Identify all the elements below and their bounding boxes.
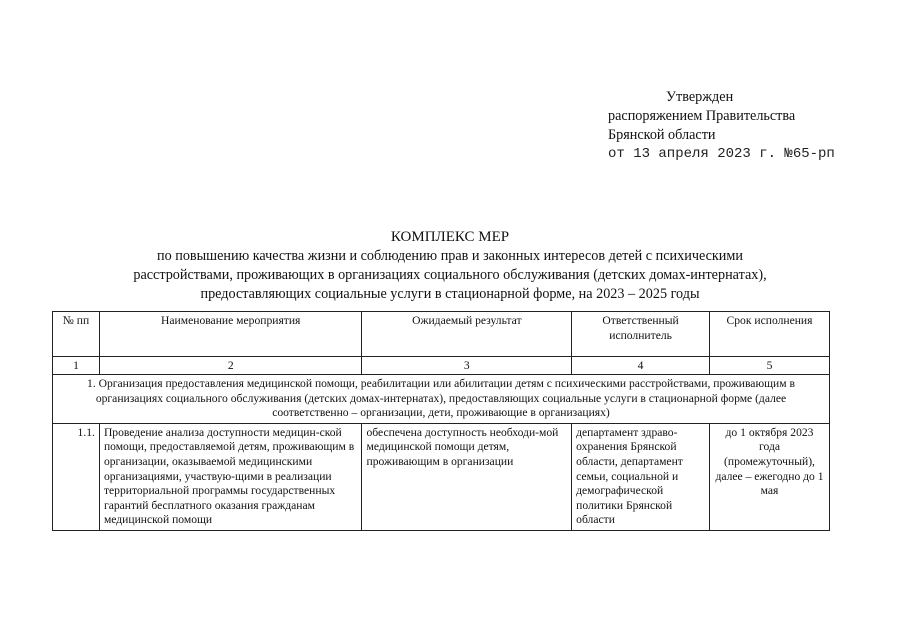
column-number: 4: [572, 357, 710, 375]
column-number: 1: [53, 357, 100, 375]
column-number: 3: [362, 357, 572, 375]
column-number: 5: [710, 357, 830, 375]
approval-stamp: [608, 88, 888, 164]
section-row: [53, 375, 830, 424]
document-subtitle-line-2: расстройствами, проживающих в организациях социального обслуживания (детских домах-интернатах),: [133, 267, 767, 283]
document-subtitle-line-3: предоставляющих социальные услуги в стационарной форме, на 2023 – 2025 годы: [200, 286, 700, 302]
row-executor: департамент здраво-охранения Брянской области, департамент семьи, социальной и демографической политики Брянской области: [572, 423, 710, 530]
document-heading: [60, 228, 840, 304]
header-number: № пп: [53, 312, 100, 357]
row-measure: Проведение анализа доступности медицин-ской помощи, предоставляемой детям, проживающим в организации, оказываемой медицинскими организациями, участвую-щими в реализации территориальной программы государственных гарантий бесплатного оказания гражданам медицинской помощи: [99, 423, 362, 530]
row-result: обеспечена доступность необходи-мой медицинской помощи детям, проживающим в организации: [362, 423, 572, 530]
header-result: Ожидаемый результат: [362, 312, 572, 357]
measures-table: [52, 311, 830, 531]
header-executor: Ответственный исполнитель: [572, 312, 710, 357]
document-subtitle-line-1: по повышению качества жизни и соблюдению прав и законных интересов детей с психическими: [157, 248, 743, 264]
table-row: [53, 423, 830, 530]
row-deadline: до 1 октября 2023 года (промежуточный), далее – ежегодно до 1 мая: [710, 423, 830, 530]
header-deadline: Срок исполнения: [710, 312, 830, 357]
table-header-row: [53, 312, 830, 357]
approval-date-line: от 13 апреля 2023 г. №65-рп: [608, 146, 835, 162]
column-number: 2: [99, 357, 362, 375]
approval-line-1: распоряжением Правительства: [608, 108, 796, 124]
document-title: КОМПЛЕКС МЕР: [390, 229, 510, 245]
approval-line-2: Брянской области: [608, 127, 716, 143]
header-measure: Наименование мероприятия: [99, 312, 362, 357]
approval-title: Утвержден: [666, 89, 734, 105]
row-number: 1.1.: [53, 423, 100, 530]
section-title: 1. Организация предоставления медицинской помощи, реабилитации или абилитации детям с психическими расстройствами, проживающим в организациях социального обслуживания (детских домах-интернатах), предоставляющих социальные услуги в стационарной форме (далее соответственно – организации, дети, проживающие в организациях): [53, 375, 830, 424]
column-number-row: [53, 357, 830, 375]
